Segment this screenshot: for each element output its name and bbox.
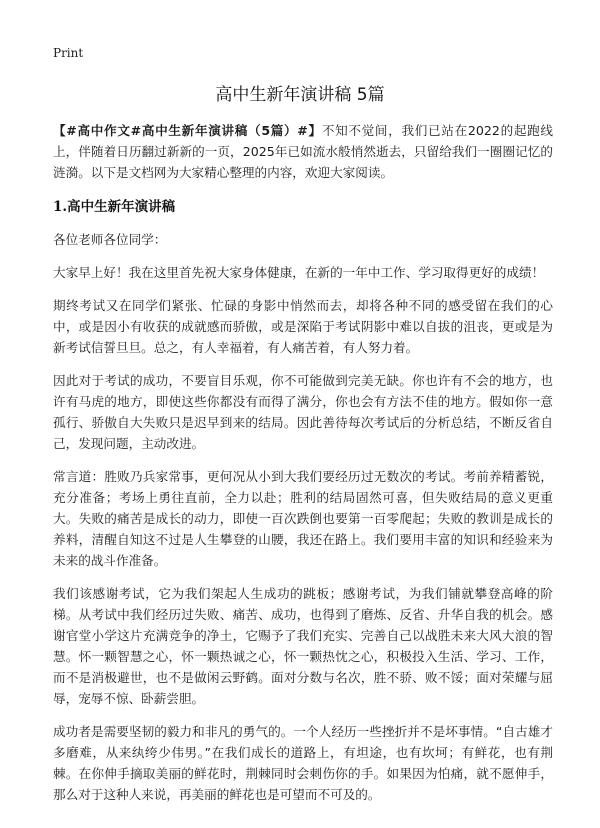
body-paragraph-4: 常言道：胜败乃兵家常事，更何况从小到大我们要经历过无数次的考试。考前养精蓄锐，充分准备；考场上勇往直前，全力以赴；胜利的结局固然可喜，但失败结局的意义更重大。失败的痛苦是成长的动力，即使一百次跌倒也要第一百零爬起；失败的教训是成长的养料，清醒自知这不过是人生攀登的山腰，我还在路上。我们要用丰富的知识和经验来为未来的战斗作准备。 [53, 469, 553, 568]
body-paragraph-6: 成功者是需要坚韧的毅力和非凡的勇气的。一个人经历一些挫折并不是坏事情。“自古雄才多磨难，从来纨绔少伟男。”在我们成长的道路上，有坦途，也有坎坷；有鲜花，也有荆棘。在你伸手摘取美丽的鲜花时，荆棘同时会刺伤你的手。如果因为怕痛，就不愿伸手，那么对于这种人来说，再美丽的鲜花也是可望而不可及的。 [53, 724, 553, 802]
document-body [53, 120, 553, 817]
body-paragraph-1: 大家早上好！我在这里首先祝大家身体健康，在新的一年中工作、学习取得更好的成绩！ [53, 265, 545, 280]
intro-tag: 【#高中作文#高中生新年演讲稿（5篇）#】 [53, 123, 322, 138]
greeting: 各位老师各位同学： [53, 232, 167, 247]
section-heading: 1.高中生新年演讲稿 [53, 199, 176, 215]
body-paragraph-5: 我们该感谢考试，它为我们架起人生成功的跳板；感谢考试，为我们铺就攀登高峰的阶梯。从考试中我们经历过失败、痛苦、成功，也得到了磨炼、反省、升华自我的机会。感谢官堂小学这片充满竞争的净土，它赐予了我们充实、完善自己以战胜未来大风大浪的智慧。怀一颗智慧之心，怀一颗热诚之心，怀一颗热忱之心，积极投入生活、学习、工作，而不是消极避世，也不是做闲云野鹤。面对分数与名次，胜不骄、败不馁；面对荣耀与屈辱，宠辱不惊、卧薪尝胆。 [53, 586, 553, 706]
print-label: Print [53, 46, 84, 60]
body-paragraph-3: 因此对于考试的成功，不要盲目乐观，你不可能做到完美无缺。你也许有不会的地方，也许有马虎的地方，即使这些你都没有而得了满分，你也会有方法不佳的地方。假如你一意孤行、骄傲自大失败只是迟早到来的结局。因此善待每次考试后的分析总结，不断反省自己，发现问题，主动改进。 [53, 373, 553, 451]
document-title: 高中生新年演讲稿 5篇 [215, 85, 385, 105]
intro-paragraph [53, 120, 553, 183]
body-paragraph-2: 期终考试又在同学们紧张、忙碌的身影中悄然而去，却将各种不同的感受留在我们的心中，或是因小有收获的成就感而骄傲，或是深陷于考试阴影中难以自拔的沮丧，更或是为新考试信誓旦旦。总之，有人幸福着，有人痛苦着，有人努力着。 [53, 298, 553, 355]
intro-text: 不知不觉间，我们已站在2022的起跑线上，伴随着日历翻过新新的一页，2025年已如流水般悄然逝去，只留给我们一圈圈记忆的涟漪。以下是文档网为大家精心整理的内容，欢迎大家阅读。 [53, 123, 553, 180]
